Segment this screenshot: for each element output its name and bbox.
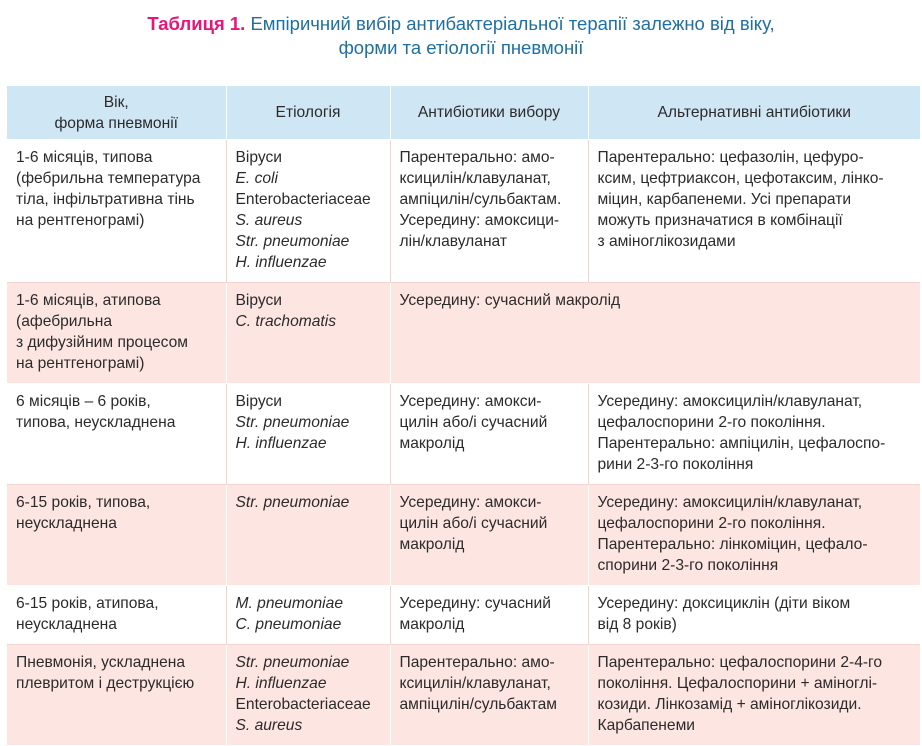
etiology-line: Віруси	[235, 292, 282, 309]
antibiotics-choice-line: Усередину: сучасний	[399, 595, 551, 612]
header-age-line-2: форма пневмонії	[54, 114, 179, 132]
etiology-cell	[226, 283, 390, 384]
alternative-antibiotics-line: цефалоспорини 2-го покоління.	[597, 515, 826, 532]
age-form-line: 1-6 місяців, типова	[16, 149, 153, 166]
header-alternative-antibiotics: Альтернативні антибіотики	[588, 86, 920, 140]
alternative-antibiotics-cell	[588, 384, 920, 485]
alternative-antibiotics-cell	[588, 485, 920, 586]
antibiotics-choice-cell	[390, 283, 920, 384]
alternative-antibiotics-line: Усередину: амоксицилін/клавуланат,	[597, 393, 863, 410]
alternative-antibiotics-line: покоління. Цефалоспорини + аміноглі-	[597, 675, 878, 692]
alternative-antibiotics-line: міцин, карбапенеми. Усі препарати	[597, 191, 852, 208]
etiology-line: E. coli	[235, 170, 278, 187]
antibiotics-choice-cell	[390, 645, 588, 746]
etiology-line: M. pneumoniae	[235, 595, 343, 612]
alternative-antibiotics-line: від 8 років)	[597, 616, 677, 633]
age-form-line: тіла, інфільтративна тінь	[16, 191, 195, 208]
etiology-line: S. aureus	[235, 717, 303, 734]
age-form-cell	[7, 485, 226, 586]
alternative-antibiotics-line: можуть призначатися в комбінації	[597, 212, 843, 229]
header-etiology: Етіологія	[226, 86, 390, 140]
etiology-line: Str. pneumoniae	[235, 233, 350, 250]
alternative-antibiotics-line: рини 2-3-го покоління	[597, 456, 754, 473]
table-row	[7, 283, 920, 384]
caption-text-1: Емпіричний вибір антибактеріальної терапії залежно від віку,	[250, 13, 775, 34]
alternative-antibiotics-line: Парентерально: цефалоспорини 2-4-го	[597, 654, 883, 671]
header-age-line-1: Вік,	[103, 93, 129, 111]
age-form-line: неускладнена	[16, 515, 117, 532]
etiology-cell	[226, 586, 390, 645]
antibiotics-choice-line: Усередину: амокси-	[399, 393, 542, 410]
antibiotics-choice-line: Усередину: сучасний макролід	[399, 292, 621, 309]
age-form-line: (фебрильна температура	[16, 170, 201, 187]
antibiotics-choice-line: цилін або/і сучасний	[399, 414, 548, 431]
age-form-cell	[7, 283, 226, 384]
antibiotics-choice-line: лін/клавуланат	[399, 233, 508, 250]
antibiotics-choice-line: ксицилін/клавуланат,	[399, 675, 551, 692]
etiology-line: H. influenzae	[235, 675, 327, 692]
alternative-antibiotics-line: цефалоспорини 2-го покоління.	[597, 414, 826, 431]
antibiotics-choice-line: Парентерально: амо-	[399, 149, 555, 166]
antibiotics-choice-line: макролід	[399, 616, 465, 633]
age-form-line: 6-15 років, атипова,	[16, 595, 159, 612]
etiology-line: Enterobacteriaceae	[235, 191, 371, 208]
age-form-line: типова, неускладнена	[16, 414, 176, 431]
table-caption	[0, 12, 922, 60]
alternative-antibiotics-line: ксим, цефтриаксон, цефотаксим, лінко-	[597, 170, 884, 187]
table-row	[7, 485, 920, 586]
etiology-line: C. trachomatis	[235, 313, 337, 330]
etiology-line: H. influenzae	[235, 254, 327, 271]
table-row	[7, 140, 920, 283]
alternative-antibiotics-line: спорини 2-3-го покоління	[597, 557, 779, 574]
alternative-antibiotics-line: Парентерально: лінкоміцин, цефало-	[597, 536, 868, 553]
age-form-line: плевритом і деструкцією	[16, 675, 195, 692]
antibiotics-choice-line: цилін або/і сучасний	[399, 515, 548, 532]
antibiotics-choice-line: ампіцилін/сульбактам.	[399, 191, 562, 208]
antibiotics-choice-line: ампіцилін/сульбактам	[399, 696, 558, 713]
antibiotics-choice-line: Усередину: амокси-	[399, 494, 542, 511]
etiology-line: C. pneumoniae	[235, 616, 342, 633]
antibiotics-choice-cell	[390, 586, 588, 645]
header-age-form	[7, 86, 226, 140]
antibiotics-choice-cell	[390, 384, 588, 485]
caption-line-2: форми та етіології пневмонії	[338, 37, 584, 58]
etiology-cell	[226, 645, 390, 746]
etiology-line: Str. pneumoniae	[235, 654, 350, 671]
antibiotics-choice-line: макролід	[399, 435, 465, 452]
etiology-line: Str. pneumoniae	[235, 414, 350, 431]
antibiotic-table	[7, 86, 920, 746]
etiology-cell	[226, 485, 390, 586]
alternative-antibiotics-line: козиди. Лінкозамід + аміноглікозиди.	[597, 696, 862, 713]
etiology-line: H. influenzae	[235, 435, 327, 452]
age-form-cell	[7, 586, 226, 645]
age-form-line: 6-15 років, типова,	[16, 494, 151, 511]
age-form-line: 6 місяців – 6 років,	[16, 393, 151, 410]
antibiotics-choice-cell	[390, 140, 588, 283]
age-form-cell	[7, 645, 226, 746]
age-form-line: на рентгенограмі)	[16, 355, 145, 372]
header-antibiotics-choice: Антибіотики вибору	[390, 86, 588, 140]
antibiotics-choice-line: Усередину: амоксици-	[399, 212, 560, 229]
caption-line-1	[0, 12, 922, 36]
alternative-antibiotics-cell	[588, 586, 920, 645]
age-form-line: Пневмонія, ускладнена	[16, 654, 186, 671]
age-form-line: 1-6 місяців, атипова	[16, 292, 161, 309]
etiology-cell	[226, 140, 390, 283]
table-row	[7, 586, 920, 645]
etiology-line: Str. pneumoniae	[235, 494, 350, 511]
age-form-line: на рентгенограмі)	[16, 212, 145, 229]
etiology-line: Віруси	[235, 393, 282, 410]
age-form-cell	[7, 384, 226, 485]
alternative-antibiotics-cell	[588, 645, 920, 746]
age-form-line: (афебрильна	[16, 313, 113, 330]
age-form-cell	[7, 140, 226, 283]
etiology-line: S. aureus	[235, 212, 303, 229]
etiology-line: Enterobacteriaceae	[235, 696, 371, 713]
antibiotics-choice-cell	[390, 485, 588, 586]
alternative-antibiotics-line: Парентерально: ампіцилін, цефалоспо-	[597, 435, 886, 452]
alternative-antibiotics-line: Усередину: доксициклін (діти віком	[597, 595, 851, 612]
alternative-antibiotics-line: Парентерально: цефазолін, цефуро-	[597, 149, 864, 166]
antibiotics-choice-line: ксицилін/клавуланат,	[399, 170, 551, 187]
alternative-antibiotics-line: Карбапенеми	[597, 717, 696, 734]
table-header-row	[7, 86, 920, 140]
etiology-line: Віруси	[235, 149, 282, 166]
antibiotics-choice-line: Парентерально: амо-	[399, 654, 555, 671]
table-row	[7, 645, 920, 746]
alternative-antibiotics-line: Усередину: амоксицилін/клавуланат,	[597, 494, 863, 511]
antibiotics-choice-line: макролід	[399, 536, 465, 553]
age-form-line: з дифузійним процесом	[16, 334, 189, 351]
age-form-line: неускладнена	[16, 616, 117, 633]
alternative-antibiotics-line: з аміноглікозидами	[597, 233, 736, 250]
etiology-cell	[226, 384, 390, 485]
caption-number: Таблиця 1.	[147, 13, 246, 34]
alternative-antibiotics-cell	[588, 140, 920, 283]
table-row	[7, 384, 920, 485]
